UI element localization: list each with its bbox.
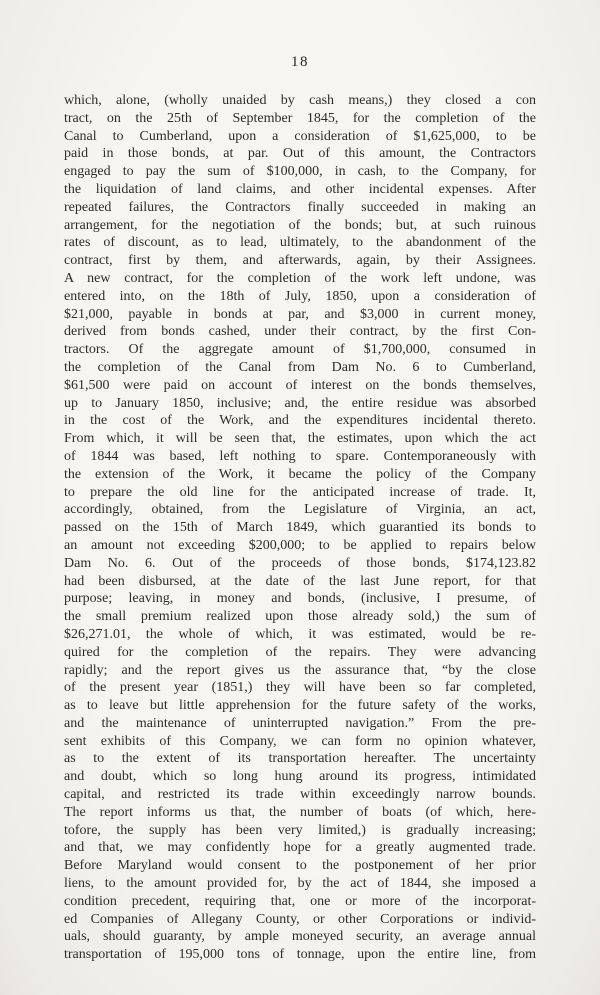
text-line: sent exhibits of this Company, we can form no opinion whatever, xyxy=(64,733,536,749)
text-line: contract, first by them, and afterwards, again, by their Assignees. xyxy=(64,253,536,269)
text-line: to prepare the old line for the anticipated increase of trade. It, xyxy=(64,484,536,500)
text-line: the liquidation of land claims, and other incidental expenses. After xyxy=(64,181,536,197)
text-line: derived from bonds cashed, under their contract, by the first Con- xyxy=(64,324,536,340)
text-line: tractors. Of the aggregate amount of $1,700,000, consumed in xyxy=(64,342,536,358)
text-line: of the present year (1851,) they will have been so far completed, xyxy=(64,680,536,696)
text-line: the completion of the Canal from Dam No. 6 to Cumberland, xyxy=(64,359,536,375)
text-line: repeated failures, the Contractors finally succeeded in making an xyxy=(64,199,536,215)
text-line: rapidly; and the report gives us the assurance that, “by the close xyxy=(64,662,536,678)
text-line: and doubt, which so long hung around its progress, intimidated xyxy=(64,769,536,785)
text-line: passed on the 15th of March 1849, which guarantied its bonds to xyxy=(64,520,536,536)
text-line: in the cost of the Work, and the expenditures incidental thereto. xyxy=(64,413,536,429)
text-line: arrangement, for the negotiation of the bonds; but, at such ruinous xyxy=(64,217,536,233)
text-line: of 1844 was based, left nothing to spare. Contemporaneously with xyxy=(64,448,536,464)
text-line: ed Companies of Allegany County, or other Corporations or individ- xyxy=(64,911,536,927)
text-line: which, alone, (wholly unaided by cash means,) they closed a con xyxy=(64,93,536,108)
text-line: an amount not exceeding $200,000; to be applied to repairs below xyxy=(64,537,536,553)
text-line: paid in those bonds, at par. Out of this amount, the Contractors xyxy=(64,146,536,162)
text-line: the extension of the Work, it became the policy of the Company xyxy=(64,466,536,482)
text-line: $61,500 were paid on account of interest on the bonds themselves, xyxy=(64,377,536,393)
text-line: A new contract, for the completion of the work left undone, was xyxy=(64,270,536,286)
text-line: as to the extent of its transportation hereafter. The uncertainty xyxy=(64,751,536,767)
text-line: purpose; leaving, in money and bonds, (inclusive, I presume, of xyxy=(64,591,536,607)
text-line: had been disbursed, at the date of the last June report, for that xyxy=(64,573,536,589)
text-line: and that, we may confidently hope for a greatly augmented trade. xyxy=(64,840,536,856)
text-line: tofore, the supply has been very limited,) is gradually increasing; xyxy=(64,822,536,838)
text-line: the small premium realized upon those already sold,) the sum of xyxy=(64,609,536,625)
text-line: rates of discount, as to lead, ultimately, to the abandonment of the xyxy=(64,235,536,251)
text-line: engaged to pay the sum of $100,000, in cash, to the Company, for xyxy=(64,164,536,180)
text-line: entered into, on the 18th of July, 1850, upon a consideration of xyxy=(64,288,536,304)
text-line: and the maintenance of uninterrupted navigation.” From the pre- xyxy=(64,715,536,731)
text-line: The report informs us that, the number of boats (of which, here- xyxy=(64,804,536,820)
text-line: From which, it will be seen that, the estimates, upon which the act xyxy=(64,431,536,447)
text-line: as to leave but little apprehension for the future safety of the works, xyxy=(64,698,536,714)
text-line: quired for the completion of the repairs. They were advancing xyxy=(64,644,536,660)
text-line: liens, to the amount provided for, by the act of 1844, she imposed a xyxy=(64,876,536,892)
text-line: Canal to Cumberland, upon a consideration of $1,625,000, to be xyxy=(64,128,536,144)
body-text xyxy=(64,92,536,964)
text-line: accordingly, obtained, from the Legislature of Virginia, an act, xyxy=(64,502,536,518)
text-line: $21,000, payable in bonds at par, and $3,000 in current money, xyxy=(64,306,536,322)
text-line: uals, should guaranty, by ample moneyed security, an average annual xyxy=(64,929,536,945)
page-number: 18 xyxy=(291,54,309,70)
text-line: Before Maryland would consent to the postponement of her prior xyxy=(64,858,536,874)
text-line: Dam No. 6. Out of the proceeds of those bonds, $174,123.82 xyxy=(64,555,536,571)
text-line: transportation of 195,000 tons of tonnage, upon the entire line, from xyxy=(64,947,536,963)
text-line: $26,271.01, the whole of which, it was estimated, would be re- xyxy=(64,626,536,642)
text-line: up to January 1850, inclusive; and, the entire residue was absorbed xyxy=(64,395,536,411)
text-line: tract, on the 25th of September 1845, for the completion of the xyxy=(64,110,536,126)
text-line: capital, and restricted its trade within exceedingly narrow bounds. xyxy=(64,787,536,803)
text-line: condition precedent, requiring that, one or more of the incorporat- xyxy=(64,893,536,909)
